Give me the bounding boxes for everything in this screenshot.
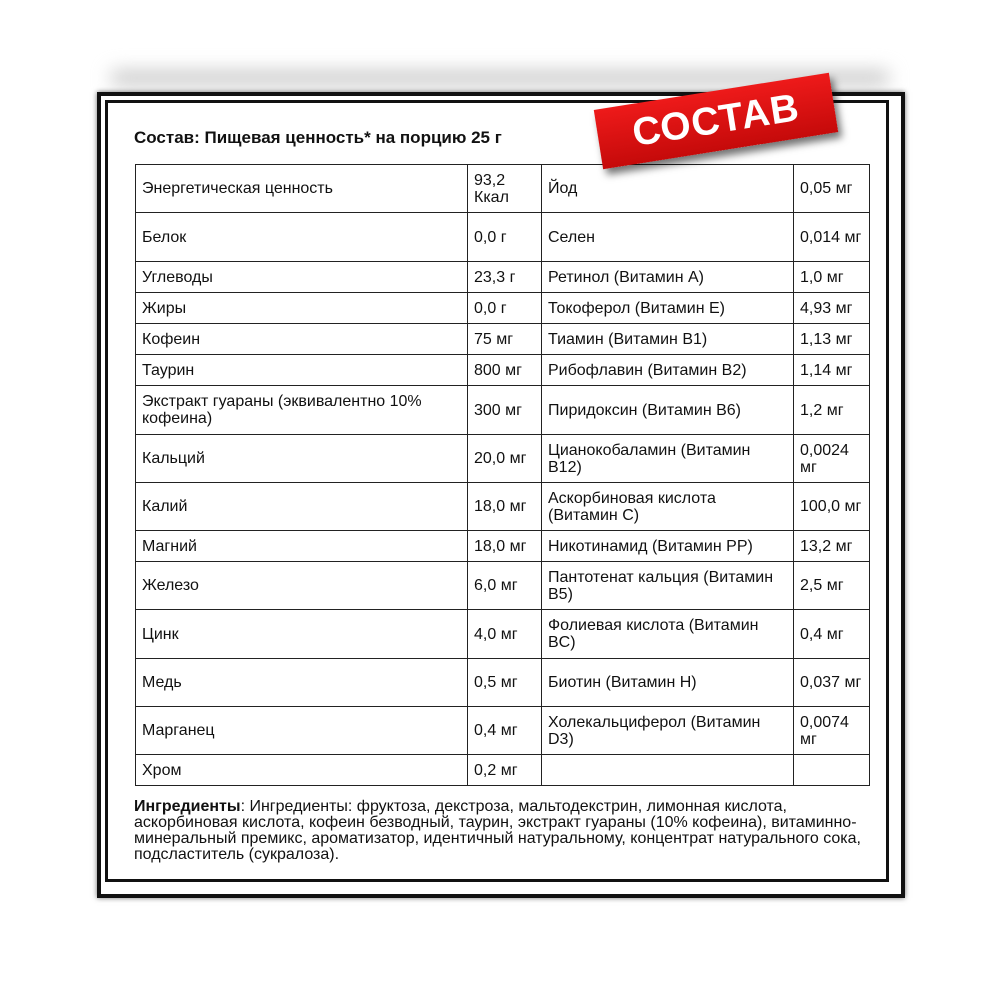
nutrient-name: Рибофлавин (Витамин B2) bbox=[542, 355, 794, 386]
nutrient-value: 20,0 мг bbox=[468, 435, 542, 483]
nutrient-value: 0,05 мг bbox=[794, 165, 870, 213]
table-row bbox=[136, 707, 870, 755]
table-row bbox=[136, 483, 870, 531]
nutrient-name: Углеводы bbox=[136, 262, 468, 293]
nutrient-value: 1,0 мг bbox=[794, 262, 870, 293]
composition-badge: СОСТАВ bbox=[594, 73, 838, 169]
ingredients-paragraph bbox=[134, 799, 870, 863]
table-row bbox=[136, 562, 870, 610]
nutrient-name: Фолиевая кислота (Витамин BC) bbox=[542, 610, 794, 659]
nutrient-name: Холекальциферол (Витамин D3) bbox=[542, 707, 794, 755]
table-row bbox=[136, 165, 870, 213]
table-row bbox=[136, 213, 870, 262]
nutrient-name: Кофеин bbox=[136, 324, 468, 355]
nutrient-name: Аскорбиновая кислота (Витамин C) bbox=[542, 483, 794, 531]
nutrient-value: 300 мг bbox=[468, 386, 542, 435]
nutrient-value: 0,014 мг bbox=[794, 213, 870, 262]
nutrient-value: 0,0074 мг bbox=[794, 707, 870, 755]
ingredients-text: : Ингредиенты: фруктоза, декстроза, мальтодекстрин, лимонная кислота, аскорбиновая кислота, кофеин безводный, таурин, экстракт гуараны (10% кофеина), витаминно-минеральный премикс, ароматизатор, идентичный натуральному, концентрат натурального сока, подсластитель (сукралоза). bbox=[134, 798, 861, 863]
nutrient-name bbox=[542, 755, 794, 786]
table-row bbox=[136, 610, 870, 659]
nutrient-name: Таурин bbox=[136, 355, 468, 386]
nutrient-name: Йод bbox=[542, 165, 794, 213]
nutrient-name: Токоферол (Витамин E) bbox=[542, 293, 794, 324]
nutrient-value: 93,2 Ккал bbox=[468, 165, 542, 213]
nutrient-value: 2,5 мг bbox=[794, 562, 870, 610]
nutrient-value: 100,0 мг bbox=[794, 483, 870, 531]
nutrient-name: Марганец bbox=[136, 707, 468, 755]
nutrient-value: 23,3 г bbox=[468, 262, 542, 293]
table-row bbox=[136, 324, 870, 355]
table-row bbox=[136, 435, 870, 483]
nutrient-value: 0,5 мг bbox=[468, 659, 542, 707]
nutrient-value: 75 мг bbox=[468, 324, 542, 355]
nutrient-name: Ретинол (Витамин A) bbox=[542, 262, 794, 293]
nutrient-value: 1,14 мг bbox=[794, 355, 870, 386]
nutrient-value: 18,0 мг bbox=[468, 483, 542, 531]
nutrient-value: 0,0024 мг bbox=[794, 435, 870, 483]
nutrient-name: Хром bbox=[136, 755, 468, 786]
table-row bbox=[136, 293, 870, 324]
nutrient-value: 1,2 мг bbox=[794, 386, 870, 435]
nutrient-value: 1,13 мг bbox=[794, 324, 870, 355]
ingredients-label: Ингредиенты bbox=[134, 798, 241, 815]
nutrient-value: 0,4 мг bbox=[468, 707, 542, 755]
nutrition-table bbox=[135, 164, 870, 786]
nutrient-name: Калий bbox=[136, 483, 468, 531]
nutrient-name: Биотин (Витамин H) bbox=[542, 659, 794, 707]
nutrient-value: 4,93 мг bbox=[794, 293, 870, 324]
nutrient-name: Цианокобаламин (Витамин B12) bbox=[542, 435, 794, 483]
nutrient-value: 0,0 г bbox=[468, 293, 542, 324]
nutrient-name: Магний bbox=[136, 531, 468, 562]
table-row bbox=[136, 355, 870, 386]
nutrient-value: 0,037 мг bbox=[794, 659, 870, 707]
nutrition-table-body bbox=[136, 165, 870, 786]
nutrient-value: 13,2 мг bbox=[794, 531, 870, 562]
table-row bbox=[136, 659, 870, 707]
nutrient-name: Цинк bbox=[136, 610, 468, 659]
nutrient-value: 800 мг bbox=[468, 355, 542, 386]
nutrient-name: Экстракт гуараны (эквивалентно 10% кофеина) bbox=[136, 386, 468, 435]
table-row bbox=[136, 531, 870, 562]
nutrient-name: Тиамин (Витамин B1) bbox=[542, 324, 794, 355]
nutrient-name: Пиридоксин (Витамин B6) bbox=[542, 386, 794, 435]
nutrient-name: Энергетическая ценность bbox=[136, 165, 468, 213]
nutrient-name: Никотинамид (Витамин PP) bbox=[542, 531, 794, 562]
nutrient-value: 0,2 мг bbox=[468, 755, 542, 786]
nutrient-name: Белок bbox=[136, 213, 468, 262]
table-row bbox=[136, 755, 870, 786]
nutrient-name: Кальций bbox=[136, 435, 468, 483]
nutrient-value: 0,0 г bbox=[468, 213, 542, 262]
page-title: Состав: Пищевая ценность* на порцию 25 г bbox=[134, 128, 502, 147]
nutrient-value: 6,0 мг bbox=[468, 562, 542, 610]
nutrient-value: 18,0 мг bbox=[468, 531, 542, 562]
table-row bbox=[136, 386, 870, 435]
nutrient-name: Жиры bbox=[136, 293, 468, 324]
nutrient-name: Железо bbox=[136, 562, 468, 610]
nutrient-name: Пантотенат кальция (Витамин B5) bbox=[542, 562, 794, 610]
nutrient-value: 4,0 мг bbox=[468, 610, 542, 659]
nutrient-value: 0,4 мг bbox=[794, 610, 870, 659]
nutrient-value bbox=[794, 755, 870, 786]
nutrient-name: Селен bbox=[542, 213, 794, 262]
table-row bbox=[136, 262, 870, 293]
nutrient-name: Медь bbox=[136, 659, 468, 707]
